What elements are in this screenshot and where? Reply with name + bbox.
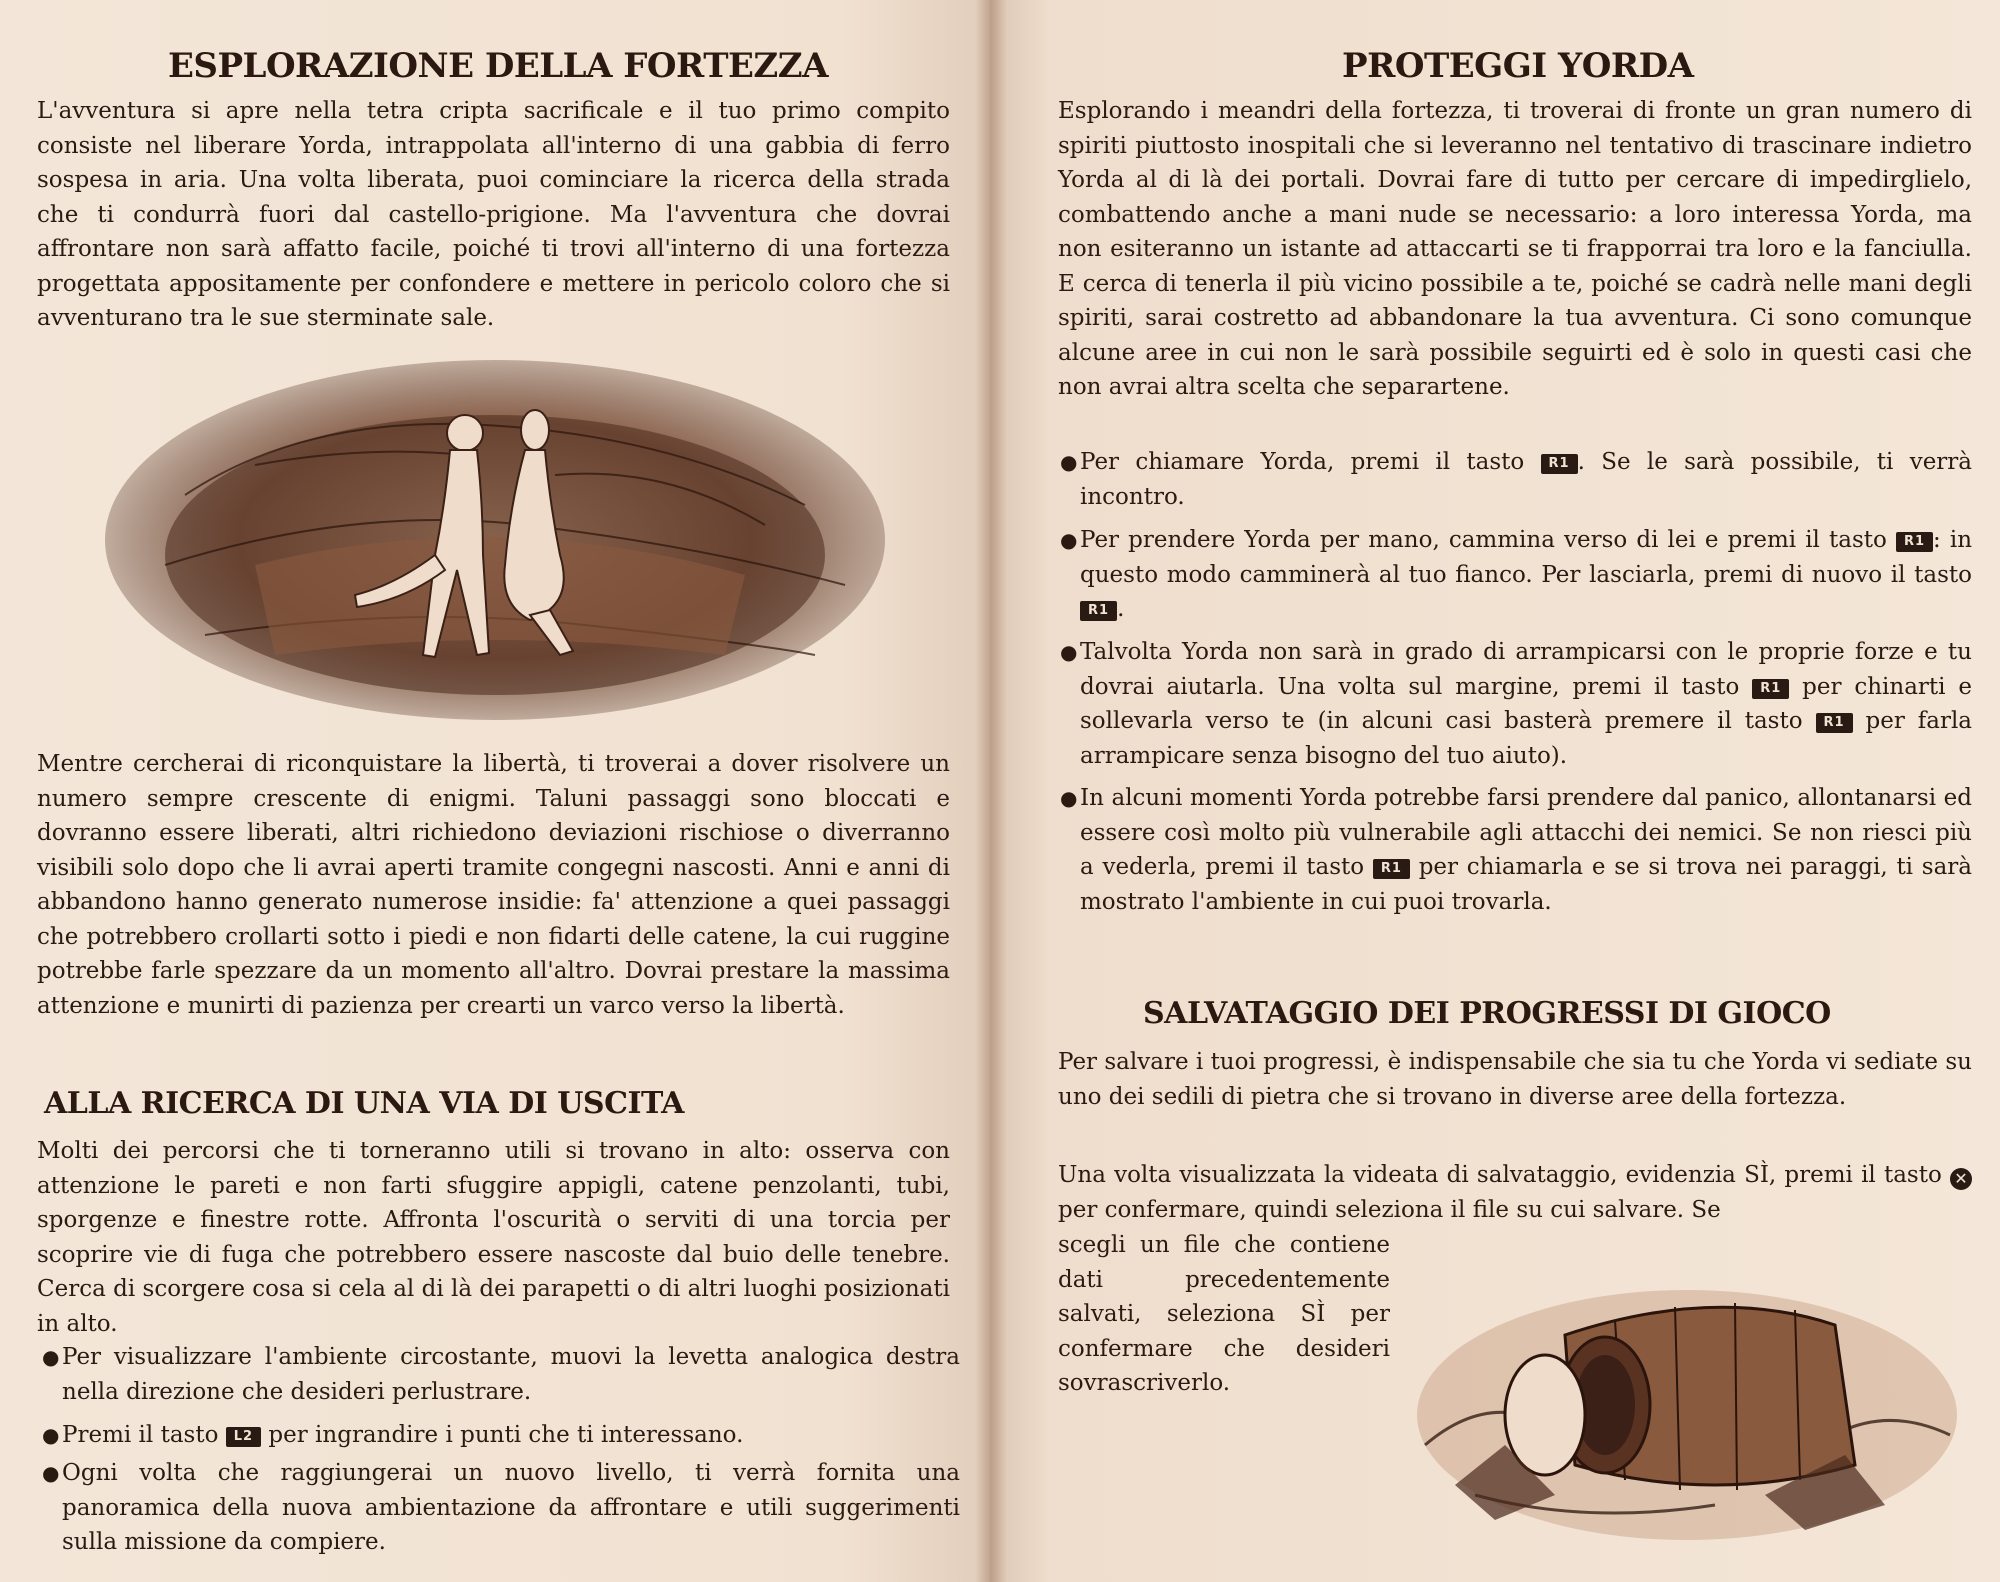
right-page-title: PROTEGGI YORDA	[1342, 46, 1694, 86]
bullet-dot: ●	[42, 1423, 60, 1447]
left-subsection-title: ALLA RICERCA DI UNA VIA DI USCITA	[44, 1086, 684, 1121]
right-bullet-panic	[1060, 781, 1972, 919]
save-paragraph-2	[1058, 1158, 1972, 1227]
r1-button-icon: R1	[1816, 713, 1853, 733]
bullet-text: Premi il tasto	[62, 1422, 219, 1448]
bullet-dot: ●	[42, 1345, 60, 1369]
left-bullet-zoom	[42, 1418, 960, 1453]
bullet-text: : in questo modo camminerà al tuo fianco. Per lasciarla, premi di nuovo il tasto	[1080, 527, 1973, 588]
book-gutter	[975, 0, 1007, 1582]
bullet-dot: ●	[1060, 786, 1078, 810]
save-paragraph-1: Per salvare i tuoi progressi, è indispensabile che sia tu che Yorda vi sediate su uno dei sedili di pietra che si trovano in diverse aree della fortezza.	[1058, 1049, 1972, 1110]
save-text: per confermare, quindi seleziona il file su cui salvare. Se	[1058, 1196, 1721, 1223]
right-bullet-climb	[1060, 635, 1972, 773]
bullet-text: Per prendere Yorda per mano, cammina verso di lei e premi il tasto	[1080, 527, 1887, 553]
cross-button-icon: ✕	[1950, 1168, 1972, 1190]
barrel-illustration	[1415, 1265, 1960, 1545]
bullet-text: per farla arrampicare senza bisogno del tuo aiuto).	[1080, 708, 1973, 769]
left-page-title: ESPLORAZIONE DELLA FORTEZZA	[168, 46, 828, 86]
save-paragraph-3: scegli un file che contiene dati precedentemente salvati, seleziona SÌ per confermare che desideri sovrascriverlo.	[1058, 1232, 1390, 1396]
bullet-text: Per chiamare Yorda, premi il tasto	[1080, 449, 1525, 475]
r1-button-icon: R1	[1752, 679, 1789, 699]
left-bullet-camera	[42, 1340, 960, 1409]
bullet-text: . Se le sarà possibile, ti verrà incontro.	[1080, 449, 1973, 510]
l2-button-icon: L2	[226, 1427, 261, 1447]
save-text: Una volta visualizzata la videata di salvataggio, evidenzia SÌ, premi il tasto	[1058, 1162, 1942, 1188]
bullet-text: .	[1117, 596, 1125, 622]
bullet-text: Ogni volta che raggiungerai un nuovo livello, ti verrà fornita una panoramica della nuova ambientazione da affrontare e utili suggerimenti sulla missione da compiere.	[62, 1460, 960, 1555]
right-subsection-title: SALVATAGGIO DEI PROGRESSI DI GIOCO	[1143, 996, 1831, 1031]
r1-button-icon: R1	[1541, 454, 1578, 474]
bullet-dot: ●	[1060, 450, 1078, 474]
bullet-text: Per visualizzare l'ambiente circostante, muovi la levetta analogica destra nella direzione che desideri perlustrare.	[62, 1344, 960, 1405]
right-bullet-call-yorda	[1060, 445, 1972, 514]
bullet-text: Talvolta Yorda non sarà in grado di arrampicarsi con le proprie forze e tu dovrai aiutarla. Una volta sul margine, premi il tasto	[1080, 639, 1972, 700]
r1-button-icon: R1	[1373, 859, 1410, 879]
left-bullet-new-level	[42, 1456, 960, 1560]
left-intro-paragraph: L'avventura si apre nella tetra cripta sacrificale e il tuo primo compito consiste nel liberare Yorda, intrappolata all'interno di una gabbia di ferro sospesa in aria. Una volta liberata, puoi cominciare la ricerca della strada che ti condurrà fuori dal castello-prigione. Ma l'avventura che dovrai affrontare non sarà affatto facile, poiché ti trovi all'interno di una fortezza progettata appositamente per confondere e mettere in pericolo coloro che si avventurano tra le sue sterminate sale.	[37, 98, 950, 331]
bullet-text: per chiamarla e se si trova nei paraggi, ti sarà mostrato l'ambiente in cui puoi trovarla.	[1080, 854, 1973, 915]
prince-and-yorda-illustration	[105, 355, 885, 720]
left-puzzles-paragraph: Mentre cercherai di riconquistare la libertà, ti troverai a dover risolvere un numero sempre crescente di enigmi. Taluni passaggi sono bloccati e dovranno essere liberati, altri richiedono deviazioni rischiose o diverranno visibili solo dopo che li avrai aperti tramite congegni nascosti. Anni e anni di abbandono hanno generato numerose insidie: fa' attenzione a quei passaggi che potrebbero crollarti sotto i piedi e non fidarti delle catene, la cui ruggine potrebbe farle spezzare da un momento all'altro. Dovrai prestare la massima attenzione e munirti di pazienza per crearti un varco verso la libertà.	[37, 751, 950, 1019]
bullet-dot: ●	[1060, 640, 1078, 664]
right-bullet-hand	[1060, 523, 1972, 627]
left-exit-paragraph: Molti dei percorsi che ti torneranno utili si trovano in alto: osserva con attenzione le pareti e non farti sfuggire appigli, catene penzolanti, tubi, sporgenze e finestre rotte. Affronta l'oscurità o serviti di una torcia per scoprire vie di fuga che potrebbero essere nascoste dal buio delle tenebre. Cerca di scorgere cosa si cela al di là dei parapetti o di altri luoghi posizionati in alto.	[37, 1138, 950, 1337]
right-intro-paragraph: Esplorando i meandri della fortezza, ti troverai di fronte un gran numero di spiriti piuttosto inospitali che si leveranno nel tentativo di trascinare indietro Yorda al di là dei portali. Dovrai fare di tutto per cercare di impedirglielo, combattendo anche a mani nude se necessario: a loro interessa Yorda, ma non esiteranno un istante ad attaccarti se ti frapporrai tra loro e la fanciulla. E cerca di tenerla il più vicino possibile a te, poiché se cadrà nelle mani degli spiriti, sarai costretto ad abbandonare la tua avventura. Ci sono comunque alcune aree in cui non le sarà possibile seguirti ed è solo in questi casi che non avrai altra scelta che separartene.	[1058, 98, 1972, 400]
r1-button-icon: R1	[1080, 601, 1117, 621]
bullet-text: In alcuni momenti Yorda potrebbe farsi prendere dal panico, allontanarsi ed essere così molto più vulnerabile agli attacchi dei nemici. Se non riesci più a vederla, premi il tasto	[1080, 785, 1972, 880]
bullet-text: per ingrandire i punti che ti interessano.	[268, 1422, 744, 1448]
bullet-dot: ●	[42, 1461, 60, 1485]
bullet-text: per chinarti e sollevarla verso te (in alcuni casi basterà premere il tasto	[1080, 673, 1973, 734]
bullet-dot: ●	[1060, 528, 1078, 552]
r1-button-icon: R1	[1896, 532, 1933, 552]
